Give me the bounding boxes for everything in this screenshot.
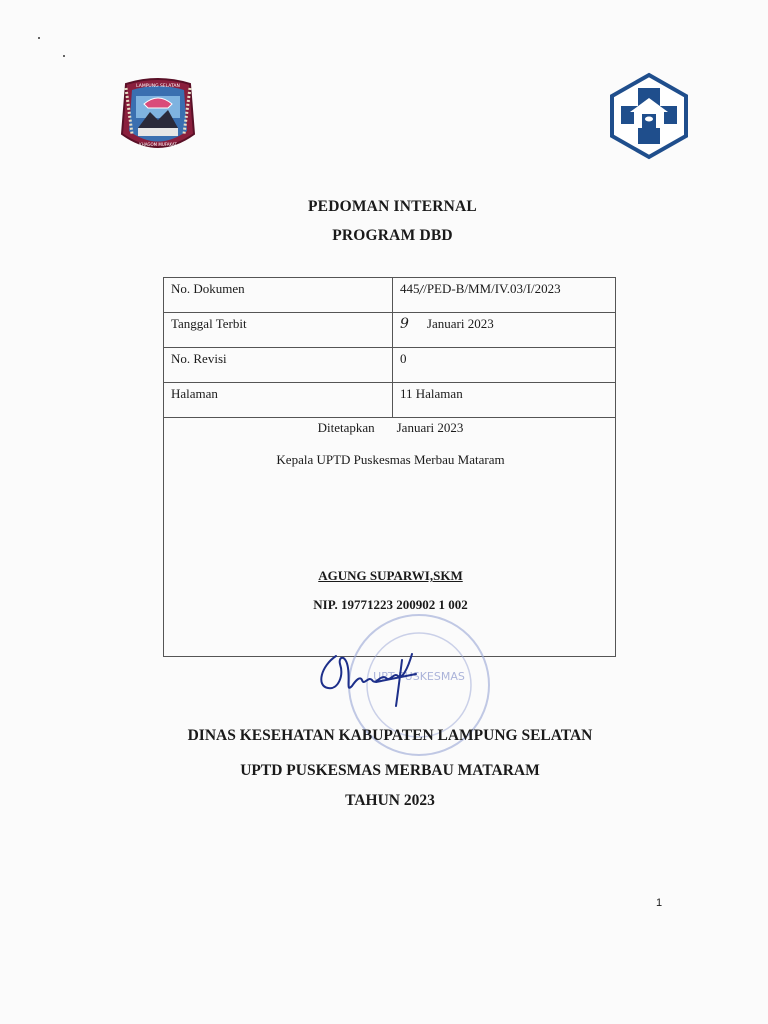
handwritten-number: / <box>419 283 424 296</box>
document-info-table <box>163 277 616 683</box>
row-value: 0 <box>393 348 616 383</box>
svg-text:LAMPUNG SELATAN: LAMPUNG SELATAN <box>136 84 180 89</box>
footer-agency: DINAS KESEHATAN KABUPATEN LAMPUNG SELATAN <box>187 727 593 744</box>
row-label: No. Revisi <box>164 348 393 383</box>
signature-row <box>164 418 616 657</box>
row-value: 11 Halaman <box>393 383 616 418</box>
row-value: 9 Januari 2023 <box>393 313 616 348</box>
signature-block <box>164 418 616 683</box>
table-row <box>164 383 616 418</box>
row-value: 445//PED-B/MM/IV.03/I/2023 <box>393 278 616 313</box>
puskesmas-logo-icon <box>608 72 690 160</box>
row-label: No. Dokumen <box>164 278 393 313</box>
scan-speck <box>63 55 65 57</box>
table-row <box>164 348 616 383</box>
table-row <box>164 313 616 348</box>
scan-speck <box>38 37 40 39</box>
row-label: Tanggal Terbit <box>164 313 393 348</box>
svg-text:KHAGOM MUFAKAT: KHAGOM MUFAKAT <box>139 142 177 147</box>
footer-unit: UPTD PUSKESMAS MERBAU MATARAM <box>240 762 540 779</box>
official-name: AGUNG SUPARWI,SKM <box>318 568 463 583</box>
table-row <box>164 278 616 313</box>
row-label: Halaman <box>164 383 393 418</box>
footer-year: TAHUN 2023 <box>345 792 435 809</box>
position-title: Kepala UPTD Puskesmas Merbau Mataram <box>276 452 505 467</box>
page-number: 1 <box>656 897 663 909</box>
ditetapkan-line: Ditetapkan Januari 2023 <box>317 420 464 435</box>
handwritten-day: 9 <box>400 316 409 332</box>
official-nip: NIP. 19771223 200902 1 002 <box>313 597 468 612</box>
handwritten-signature <box>316 646 431 708</box>
lampung-selatan-emblem-icon <box>118 74 198 156</box>
document-title: PEDOMAN INTERNAL <box>308 198 477 215</box>
document-subtitle: PROGRAM DBD <box>332 227 453 244</box>
svg-text:UPT PUSKESMAS: UPT PUSKESMAS <box>373 670 465 683</box>
